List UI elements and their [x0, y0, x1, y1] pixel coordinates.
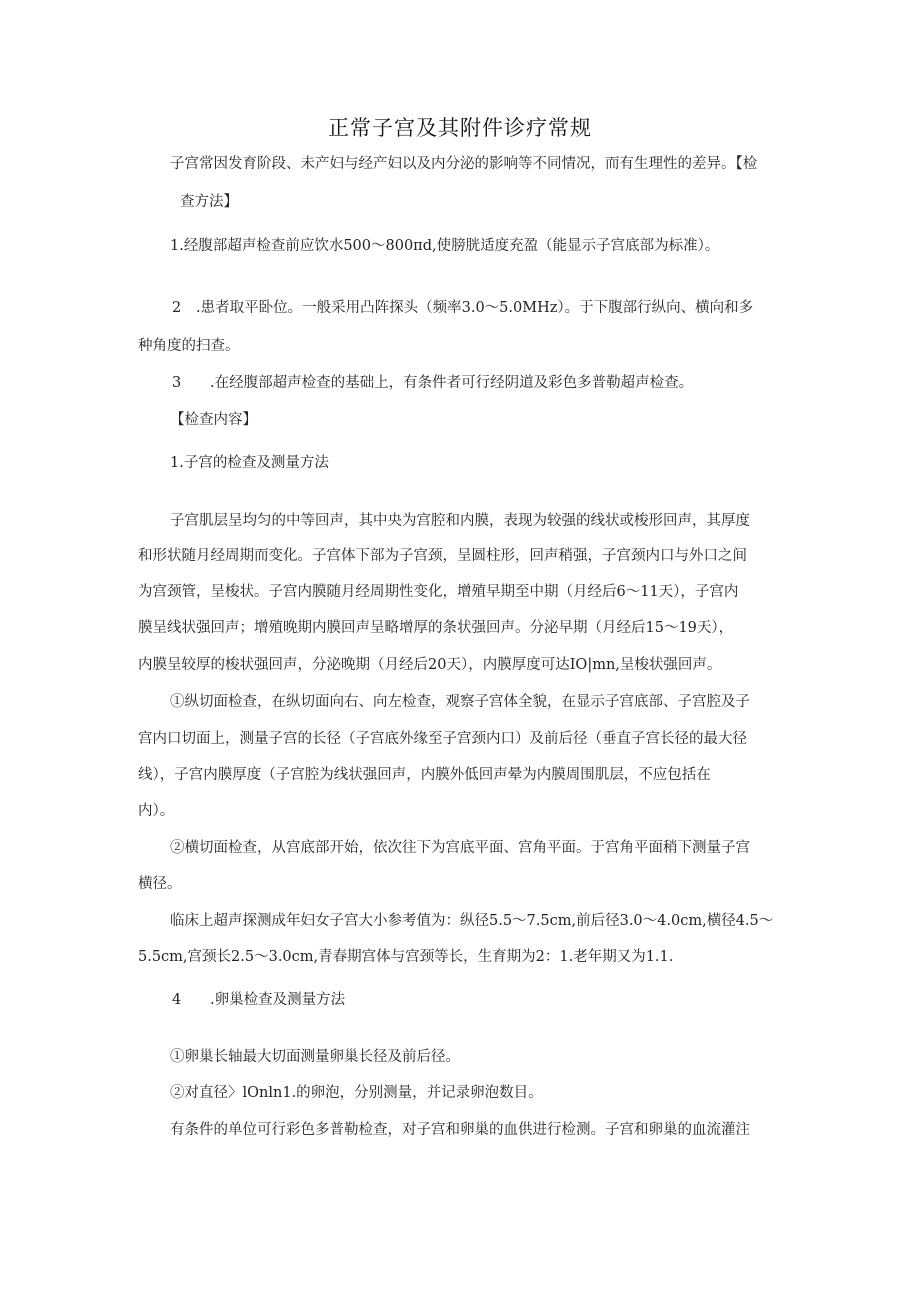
method-3-text: .在经腹部超声检查的基础上，有条件者可行经阴道及彩色多普勒超声检查。	[210, 375, 694, 391]
transverse-line-2: 横径。	[138, 876, 182, 892]
longitudinal-line-2: 宫内口切面上，测量子宫的长径（子宫底外缘至子宫颈内口）及前后径（垂直子宫长径的最大径	[138, 731, 747, 747]
ovary-item-2: ②对直径〉lOnln1.的卵泡，分别测量，并记录卵泡数目。	[170, 1085, 543, 1101]
transverse-line-1: ②横切面检查，从宫底部开始，依次往下为宫底平面、宫角平面。于宫角平面稍下测量子宫	[170, 840, 750, 856]
method-2-line-1: .患者取平卧位。一般采用凸阵探头（频率3.0～5.0MHz）。于下腹部行纵向、横向和多	[196, 300, 754, 316]
ovary-item-1: ①卵巢长轴最大切面测量卵巢长径及前后径。	[170, 1049, 460, 1065]
method-2-number: 2	[172, 300, 182, 316]
method-2-line-2: 种角度的扫查。	[138, 338, 240, 354]
reference-line-2: 5.5cm,宫颈长2.5～3.0cm,青春期宫体与宫颈等长，生育期为2：1.老年期又为1.1.	[138, 949, 674, 965]
uterus-line-4: 膜呈线状强回声；增殖晚期内膜回声呈略增厚的条状强回声。分泌早期（月经后15～19天），	[138, 620, 734, 636]
uterus-line-2: 和形状随月经周期而变化。子宫体下部为子宫颈，呈圆柱形，回声稍强，子宫颈内口与外口之间	[138, 548, 747, 564]
section-4-heading: .卵巢检查及测量方法	[210, 992, 346, 1008]
longitudinal-line-4: 内）。	[138, 803, 175, 819]
uterus-line-5: 内膜呈较厚的梭状强回声，分泌晚期（月经后20天），内膜厚度可达IO|mn,呈梭状强回声。	[138, 657, 722, 673]
doppler-line: 有条件的单位可行彩色多普勒检查，对子宫和卵巢的血供进行检测。子宫和卵巢的血流灌注	[170, 1122, 750, 1138]
method-1: 1.经腹部超声检查前应饮水500～800πd,使膀胱适度充盈（能显示子宫底部为标准）。	[170, 238, 720, 254]
longitudinal-line-1: ①纵切面检查，在纵切面向右、向左检查，观察子宫体全貌，在显示子宫底部、子宫腔及子	[170, 694, 750, 710]
content-heading: 【检查内容】	[170, 412, 257, 428]
uterus-line-1: 子宫肌层呈均匀的中等回声，其中央为宫腔和内膜，表现为较强的线状或梭形回声，其厚度	[170, 513, 750, 529]
section-1-heading: 1.子宫的检查及测量方法	[170, 455, 329, 471]
intro-line-1: 子宫常因发育阶段、未产妇与经产妇以及内分泌的影响等不同情况，而有生理性的差异。【检	[170, 156, 758, 172]
document-title: 正常子宫及其附件诊疗常规	[328, 116, 592, 140]
method-3-number: 3	[172, 375, 182, 391]
section-4-number: 4	[172, 992, 182, 1008]
uterus-line-3: 为宫颈管，呈梭状。子宫内膜随月经周期性变化，增殖早期至中期（月经后6～11天），子宫内	[138, 584, 739, 600]
longitudinal-line-3: 线），子宫内膜厚度（子宫腔为线状强回声，内膜外低回声晕为内膜周围肌层，不应包括在	[138, 767, 711, 783]
intro-line-2: 查方法】	[180, 194, 238, 210]
reference-line-1: 临床上超声探测成年妇女子宫大小参考值为：纵径5.5～7.5cm,前后径3.0～4.0cm,横径4.5～	[170, 913, 774, 929]
